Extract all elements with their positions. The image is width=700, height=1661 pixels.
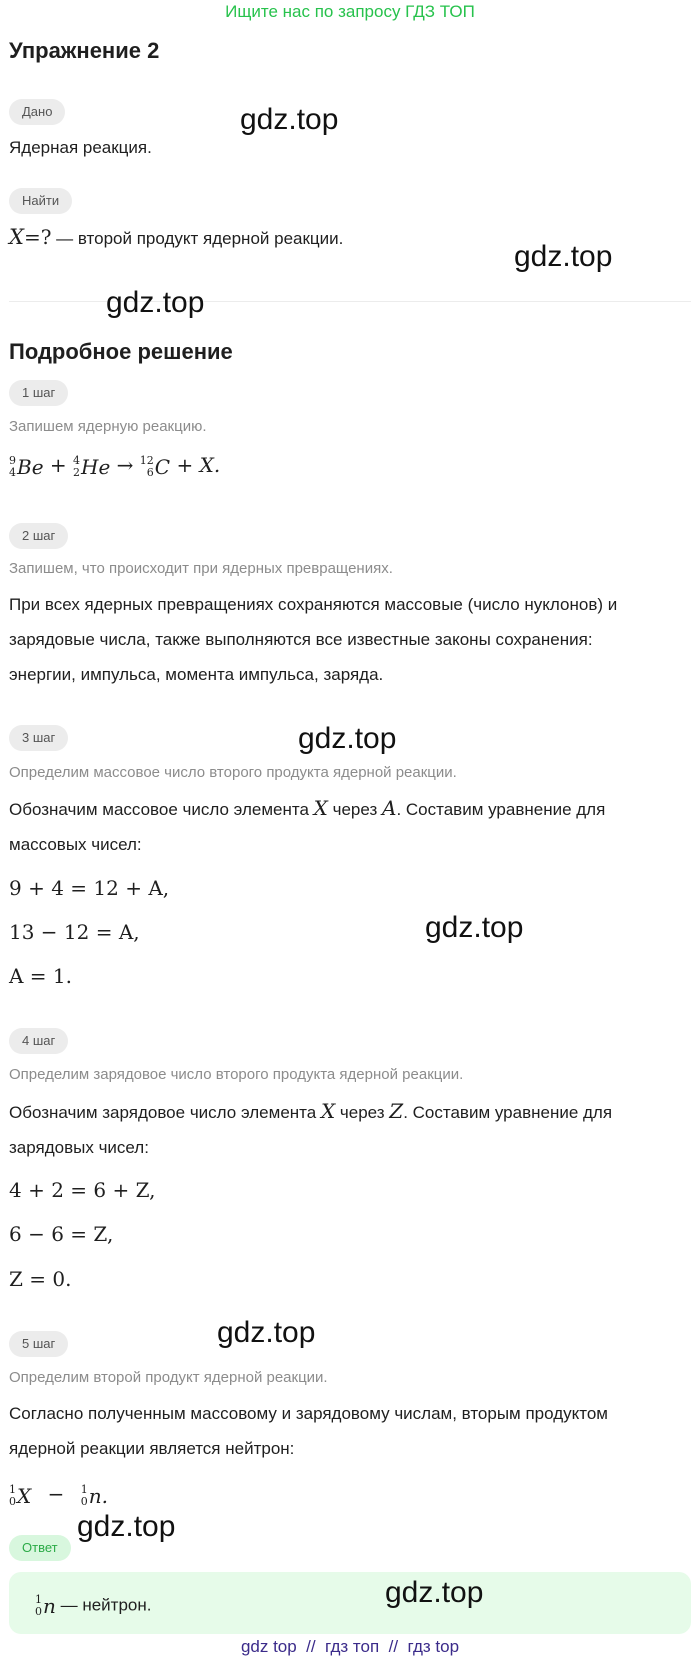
arrow-icon: → (116, 453, 134, 477)
find-label: Найти (9, 188, 72, 214)
watermark: gdz.top (298, 722, 397, 755)
result-n-mass: 1 (80, 1482, 88, 1496)
step-4-text (9, 1094, 679, 1165)
charge-eq-1: 4 + 2 = 6 + Z, (9, 1178, 156, 1202)
result-n-symbol: n. (88, 1483, 108, 1508)
result-n-charge: 0 (80, 1494, 88, 1508)
find-line (9, 225, 343, 249)
he-symbol: He (81, 454, 111, 479)
result-eq (9, 1482, 108, 1508)
step-3-line-2: массовых чисел: (9, 835, 142, 854)
plus-1: + (49, 453, 67, 477)
he-mass: 4 (73, 453, 81, 467)
nuclide-be (9, 455, 44, 479)
result-x-symbol: X (17, 1483, 32, 1508)
given-text: Ядерная реакция. (9, 138, 152, 157)
watermark: gdz.top (425, 911, 524, 944)
step-4-caption: Определим зарядовое число второго продукта ядерной реакции. (9, 1066, 464, 1083)
step-5-line-2: ядерной реакции является нейтрон: (9, 1439, 295, 1458)
find-eq: =? (23, 225, 52, 249)
step-3-text-c: . Составим уравнение для (396, 800, 606, 819)
result-x-mass: 1 (9, 1482, 16, 1496)
watermark: gdz.top (514, 240, 613, 273)
answer-label: Ответ (9, 1535, 71, 1561)
answer-desc: — нейтрон. (55, 1595, 152, 1615)
answer-text (35, 1594, 151, 1618)
step-4-line-1 (9, 1094, 679, 1130)
step-1-label: 1 шаг (9, 380, 68, 406)
c-mass: 12 (139, 453, 154, 467)
step-4-text-c: . Составим уравнение для (403, 1103, 613, 1122)
step-3-text (9, 791, 679, 862)
var-z: Z (389, 1099, 404, 1123)
mass-eq-3: A = 1. (9, 964, 72, 988)
watermark: gdz.top (385, 1576, 484, 1609)
product-x: X. (199, 453, 221, 477)
c-symbol: C (154, 454, 171, 479)
step-5-caption: Определим второй продукт ядерной реакции. (9, 1369, 328, 1386)
nuclide-x (9, 1484, 31, 1508)
step-2-caption: Запишем, что происходит при ядерных превращениях. (9, 560, 393, 577)
result-dash: − (47, 1482, 65, 1506)
answer-nuclide (35, 1594, 56, 1618)
mass-eq-1: 9 + 4 = 12 + A, (9, 876, 170, 900)
step-4-text-b: через (335, 1103, 390, 1122)
result-x-charge: 0 (9, 1494, 16, 1508)
charge-eq-2: 6 − 6 = Z, (9, 1222, 114, 1246)
nuclide-he (73, 455, 110, 479)
nuclear-reaction (9, 453, 220, 479)
footer-links[interactable]: gdz top // гдз топ // гдз top (240, 1637, 460, 1656)
answer-mass: 1 (35, 1593, 42, 1606)
watermark: gdz.top (77, 1510, 176, 1543)
plus-2: + (176, 453, 194, 477)
step-3-caption: Определим массовое число второго продукта ядерной реакции. (9, 764, 457, 781)
var-x: X (313, 796, 328, 820)
step-3-line-1 (9, 791, 679, 827)
step-2-line-2: зарядовые числа, также выполняются все известные законы сохранения: (9, 630, 593, 649)
step-5-line-1: Согласно полученным массовому и зарядовому числам, вторым продуктом (9, 1404, 608, 1423)
find-text: — второй продукт ядерной реакции. (51, 229, 344, 248)
top-banner: Ищите нас по запросу ГДЗ ТОП (225, 2, 475, 21)
find-var: X (9, 225, 24, 249)
step-4-line-2: зарядовых чисел: (9, 1138, 149, 1157)
nuclide-n (81, 1484, 108, 1508)
c-charge: 6 (146, 465, 154, 479)
step-5-text (9, 1396, 679, 1466)
answer-box (9, 1572, 691, 1634)
charge-eq-3: Z = 0. (9, 1267, 72, 1291)
step-2-line-1: При всех ядерных превращениях сохраняются массовые (число нуклонов) и (9, 595, 618, 614)
step-3-text-a: Обозначим массовое число элемента (9, 800, 314, 819)
step-3-text-b: через (327, 800, 382, 819)
be-charge: 4 (9, 465, 16, 479)
var-a: A (381, 796, 397, 820)
watermark: gdz.top (106, 286, 205, 319)
step-2-label: 2 шаг (9, 523, 68, 549)
answer-symbol: n (43, 1594, 56, 1618)
exercise-title: Упражнение 2 (9, 38, 160, 63)
he-charge: 2 (73, 465, 81, 479)
step-4-text-a: Обозначим зарядовое число элемента (9, 1103, 321, 1122)
nuclide-c (140, 455, 170, 479)
step-3-label: 3 шаг (9, 725, 68, 751)
step-1-caption: Запишем ядерную реакцию. (9, 418, 207, 435)
step-4-label: 4 шаг (9, 1028, 68, 1054)
be-symbol: Be (17, 454, 44, 479)
given-label: Дано (9, 99, 65, 125)
watermark: gdz.top (217, 1316, 316, 1349)
step-5-label: 5 шаг (9, 1331, 68, 1357)
solution-title: Подробное решение (9, 339, 233, 364)
step-2-text (9, 587, 679, 692)
mass-eq-2: 13 − 12 = A, (9, 920, 140, 944)
var-x-2: X (320, 1099, 336, 1123)
step-2-line-3: энергии, импульса, момента импульса, заряда. (9, 665, 384, 684)
answer-charge: 0 (35, 1605, 42, 1618)
be-mass: 9 (9, 453, 16, 467)
watermark: gdz.top (240, 103, 339, 136)
